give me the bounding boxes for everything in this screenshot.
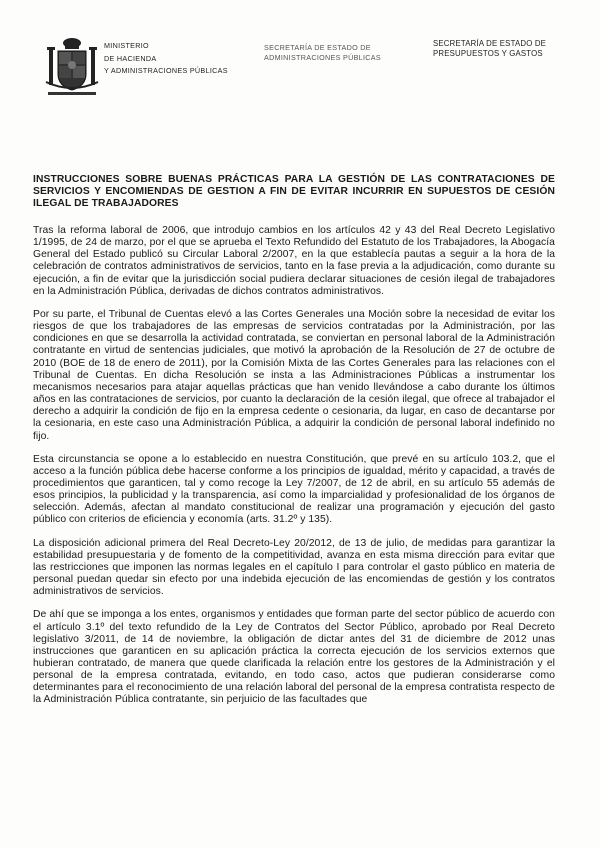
secretaria-line: SECRETARÍA DE ESTADO DE (433, 39, 547, 48)
paragraph: Tras la reforma laboral de 2006, que introdujo cambios en los artículos 42 y 43 del Real Decreto Legislativo 1/1995, de 24 de marzo, por el que se aprueba el Texto Refundido del Estatuto de los Trabajadores, la Abogacía General del Estado publicó su Circular Laboral 2/2007, en la que establecía pautas a seguir a la hora de la celebración de contratos administrativos de servicios, tanto en la fase previa a la adjudicación, como durante su ejecución, a fin de evitar que la jurisdicción social pudiera declarar situaciones de cesión ilegal de trabajadores en la Administración Pública, derivadas de dichos contratos administrativos. (33, 225, 555, 297)
paragraph: Esta circunstancia se opone a lo establecido en nuestra Constitución, que prevé en su artículo 103.2, que el acceso a la función pública debe hacerse conforme a los principios de igualdad, mérito y capacidad, a través de procedimientos que garanticen, tal y como recoge la Ley 7/2007, de 12 de abril, en su artículo 55 además de esos principios, la publicidad y la transparencia, así como la imparcialidad y profesionalidad de los órganos de selección. Además, afectan al mandato constitucional de realizar una programación y ejecución del gasto público con criterios de eficiencia y economía (arts. 31.2º y 135). (33, 453, 555, 526)
coat-of-arms-icon (44, 36, 100, 98)
paragraph: La disposición adicional primera del Real Decreto-Ley 20/2012, de 13 de julio, de medidas para garantizar la estabilidad presupuestaria y de fomento de la competitividad, avanza en esta misma dirección para evitar que las restricciones que imponen las normas legales en el capítulo I para controlar el gasto público en materia de personal puedan quedar sin efecto por una indebida ejecución de las encomiendas de gestión y los contratos administrativos de servicios. (33, 537, 555, 598)
ministry-line: MINISTERIO (104, 41, 149, 50)
secretaria-line: SECRETARÍA DE ESTADO DE (264, 43, 371, 52)
secretaria-line: ADMINISTRACIONES PÚBLICAS (264, 53, 381, 62)
paragraph: Por su parte, el Tribunal de Cuentas elevó a las Cortes Generales una Moción sobre la necesidad de evitar los riesgos de que los trabajadores de las empresas de servicios contratadas por la Administración, por las condiciones en que se desarrolla la actividad contratada, se conviertan en personal laboral de la Administración contratante en virtud de sentencias judiciales, que motivó la aprobación de la Resolución de 27 de octubre de 2010 (BOE de 18 de enero de 2011), por la Comisión Mixta de las Cortes Generales para las relaciones con el Tribunal de Cuentas. En dicha Resolución se insta a las Administraciones Públicas a instrumentar los mecanismos necesarios para atajar aquellas prácticas que han venido llevándose a cabo durante los últimos años en las contrataciones de servicios, por cuanto la declaración de la cesión ilegal, que ofrece al trabajador el derecho a adquirir la condición de fijo en la empresa cedente o cesionaria, da lugar, en caso de decantarse por la cesionaria, en este caso una Administración Pública, a adquirir la condición de personal laboral indefinido no fijo. (33, 308, 555, 442)
document-body (33, 174, 555, 718)
ministry-name (104, 40, 228, 78)
paragraph: De ahí que se imponga a los entes, organismos y entidades que forman parte del sector público de acuerdo con el artículo 3.1º del texto refundido de la Ley de Contratos del Sector Público, aprobado por Real Decreto legislativo 3/2011, de 14 de noviembre, la obligación de dictar antes del 31 de diciembre de 2012 unas instrucciones que garanticen en su aplicación práctica la correcta ejecución de los servicios externos que hubieran contratado, de manera que quede clarificada la relación entre los gestores de la Administración y el personal de la empresa contratada, evitando, en todo caso, actos que pudieran considerarse como determinantes para el reconocimiento de una relación laboral del personal de la empresa contratista respecto de la Administración Pública contratante, sin perjuicio de las facultades que (33, 609, 555, 706)
secretaria-line: PRESUPUESTOS Y GASTOS (433, 49, 543, 58)
secretaria-administraciones (264, 43, 381, 63)
ministry-line: Y ADMINISTRACIONES PÚBLICAS (104, 66, 228, 75)
secretaria-presupuestos (433, 39, 546, 59)
letterhead (0, 0, 600, 110)
document-title: INSTRUCCIONES SOBRE BUENAS PRÁCTICAS PARA LA GESTIÓN DE LAS CONTRATACIONES DE SERVICIOS Y ENCOMIENDAS DE GESTION A FIN DE EVITAR INCURRIR EN SUPUESTOS DE CESIÓN ILEGAL DE TRABAJADORES (33, 174, 555, 209)
ministry-line: DE HACIENDA (104, 53, 157, 63)
